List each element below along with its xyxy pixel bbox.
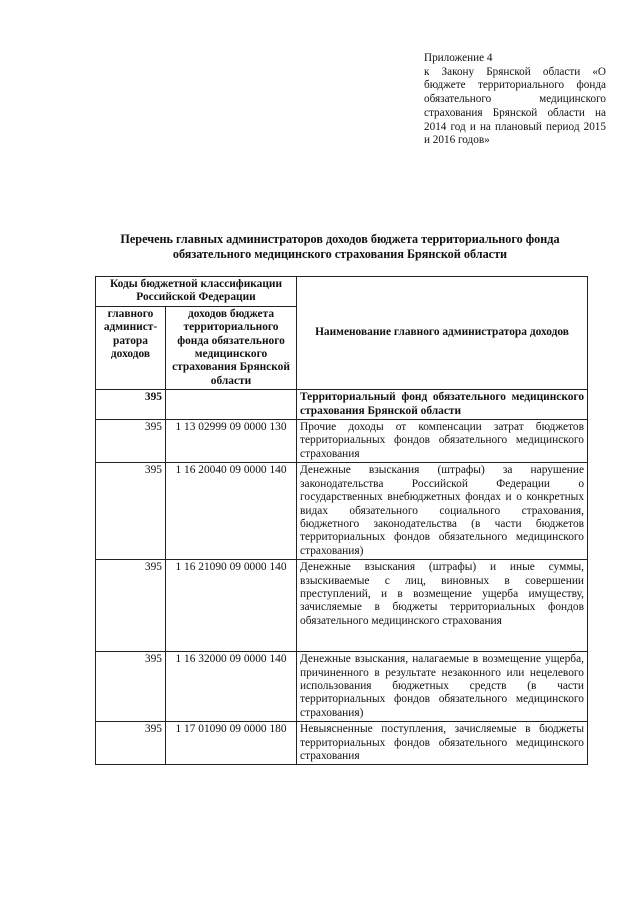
document-title-line-1: Перечень главных администраторов доходов бюджета территориального фонда — [120, 232, 560, 246]
admin-code-cell: 395 — [96, 420, 166, 463]
document-title-line-2: обязательного медицинского страхования Брянской области — [172, 247, 508, 261]
admin-code-cell: 395 — [96, 652, 166, 722]
income-name-cell: Денежные взыскания, налагаемые в возмещение ущерба, причиненного в результате незаконного или нецелевого использования бюджетных средств (в части территориальных фондов обязательного медицинского страхования) — [297, 652, 588, 722]
table-row — [96, 652, 588, 722]
income-name-cell: Невыясненные поступления, зачисляемые в бюджеты территориальных фондов обязательного медицинского страхования — [297, 722, 588, 765]
header-name-column: Наименование главного администратора доходов — [297, 277, 588, 390]
table-row — [96, 722, 588, 765]
income-code-cell: 1 16 21090 09 0000 140 — [166, 560, 297, 652]
income-code-cell: 1 16 32000 09 0000 140 — [166, 652, 297, 722]
table-row — [96, 463, 588, 560]
appendix-law-reference: к Закону Брянской области «О бюджете территориального фонда обязательного медицинского страхования Брянской области на 2014 год и на плановый период 2015 и 2016 годов» — [424, 65, 606, 147]
income-name-cell: Денежные взыскания (штрафы) и иные суммы, взыскиваемые с лиц, виновных в совершении преступлений, и в возмещение ущерба имуществу, зачисляемые в бюджеты территориальных фондов обязательного медицинского страхования — [297, 560, 588, 652]
appendix-note — [424, 52, 606, 148]
admin-code-cell: 395 — [96, 390, 166, 420]
income-name-cell: Денежные взыскания (штрафы) за нарушение законодательства Российской Федерации о государственных внебюджетных фондах и о конкретных видах обязательного социального страхования, бюджетного законодательства (в части бюджетов территориальных фондов обязательного медицинского страхования) — [297, 463, 588, 560]
header-income-column: доходов бюджета территориального фонда обязательного медицинского страхования Брянской области — [166, 306, 297, 389]
income-name-cell: Прочие доходы от компенсации затрат бюджетов территориальных фондов обязательного медицинского страхования — [297, 420, 588, 463]
table-row — [96, 420, 588, 463]
income-code-cell — [166, 390, 297, 420]
table-row — [96, 390, 588, 420]
appendix-number: Приложение 4 — [424, 52, 493, 64]
income-code-cell: 1 13 02999 09 0000 130 — [166, 420, 297, 463]
header-codes-group: Коды бюджетной классификации Российской Федерации — [96, 277, 297, 307]
admin-code-cell: 395 — [96, 560, 166, 652]
income-code-cell: 1 16 20040 09 0000 140 — [166, 463, 297, 560]
table-row — [96, 560, 588, 652]
administrators-table — [95, 276, 588, 765]
administrator-name-cell: Территориальный фонд обязательного медицинского страхования Брянской области — [297, 390, 588, 420]
table-header-row — [96, 277, 588, 307]
document-title — [60, 232, 620, 262]
income-code-cell: 1 17 01090 09 0000 180 — [166, 722, 297, 765]
admin-code-cell: 395 — [96, 463, 166, 560]
header-admin-column: главного админист-ратора доходов — [96, 306, 166, 389]
admin-code-cell: 395 — [96, 722, 166, 765]
